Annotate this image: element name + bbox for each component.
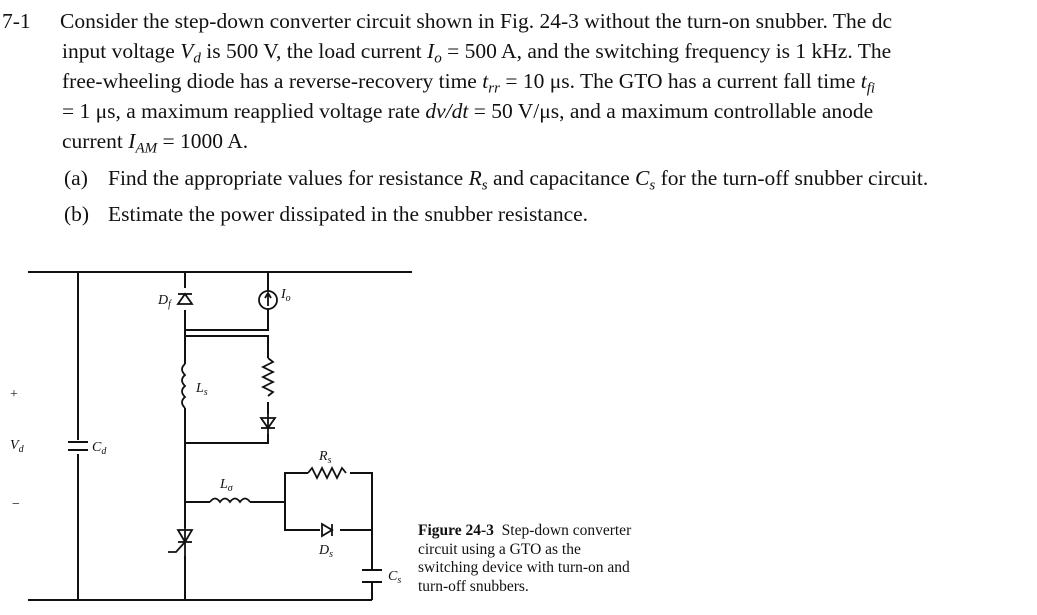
ds-label: $D_s$ — [319, 543, 334, 560]
problem-line-5: current $I_{AM} = 1000$ A. — [62, 129, 249, 157]
cd-label: $C_d$ — [92, 440, 107, 457]
problem-line-1: 7-1 Consider the step-down converter circuit shown in Fig. 24-3 without the turn-on snubber. The dc — [2, 6, 1032, 36]
rs-resistor-icon — [308, 466, 350, 480]
ls-upper-label: $L_s$ — [196, 381, 208, 398]
gto-switch-icon — [168, 528, 194, 558]
df-label: $D_f$ — [158, 293, 171, 310]
problem-line-2: input voltage $V_d$ is 500 V, the load current $I_o = 500$ A, and the switching frequency is 1 kHz. The — [62, 39, 892, 67]
problem-line-3: free-wheeling diode has a reverse-recovery time $t_{rr} = 10$ μs. The GTO has a current fall time $t_{fi}$ — [62, 69, 876, 97]
problem-number: 7-1 — [2, 9, 31, 33]
figure-caption-title: Figure 24-3 — [418, 522, 494, 539]
lsigma-inductor-icon — [210, 499, 250, 503]
problem-statement — [2, 6, 1032, 232]
cs-capacitor-icon — [362, 570, 382, 582]
problem-line-4: = 1 μs, a maximum reapplied voltage rate dv/dt = 50 V/μs, and a maximum controllable anode — [62, 99, 874, 123]
current-source-icon — [259, 291, 277, 309]
turn-on-snubber-resistor-icon — [262, 358, 274, 402]
cd-capacitor — [66, 440, 90, 454]
part-a: (a) Find the appropriate values for resistance $R_s$ and capacitance $C_s$ for the turn-off snubber circuit. — [64, 166, 929, 194]
minus-label: − — [12, 497, 20, 512]
part-b: (b) Estimate the power dissipated in the snubber resistance. — [64, 202, 589, 226]
turn-on-snubber-diode-icon — [261, 414, 275, 434]
figure-caption — [418, 522, 643, 596]
vd-label: $V_d$ — [10, 438, 24, 455]
ds-diode-icon — [320, 523, 340, 537]
cs-label: $C_s$ — [388, 569, 402, 586]
rs-label: $R_s$ — [319, 449, 332, 466]
df-diode-icon — [178, 288, 192, 310]
ls-inductor-icon — [180, 364, 190, 408]
io-branch — [185, 272, 268, 330]
plus-label: + — [10, 387, 18, 402]
ls-lower-label: $L_\sigma$ — [220, 477, 233, 494]
problem-parts — [2, 160, 1032, 232]
io-label: $I_o$ — [281, 287, 291, 304]
figure-caption-text: Step-down converter circuit using a GTO as the switching device with turn-on and turn-off snubbers. — [418, 522, 632, 595]
